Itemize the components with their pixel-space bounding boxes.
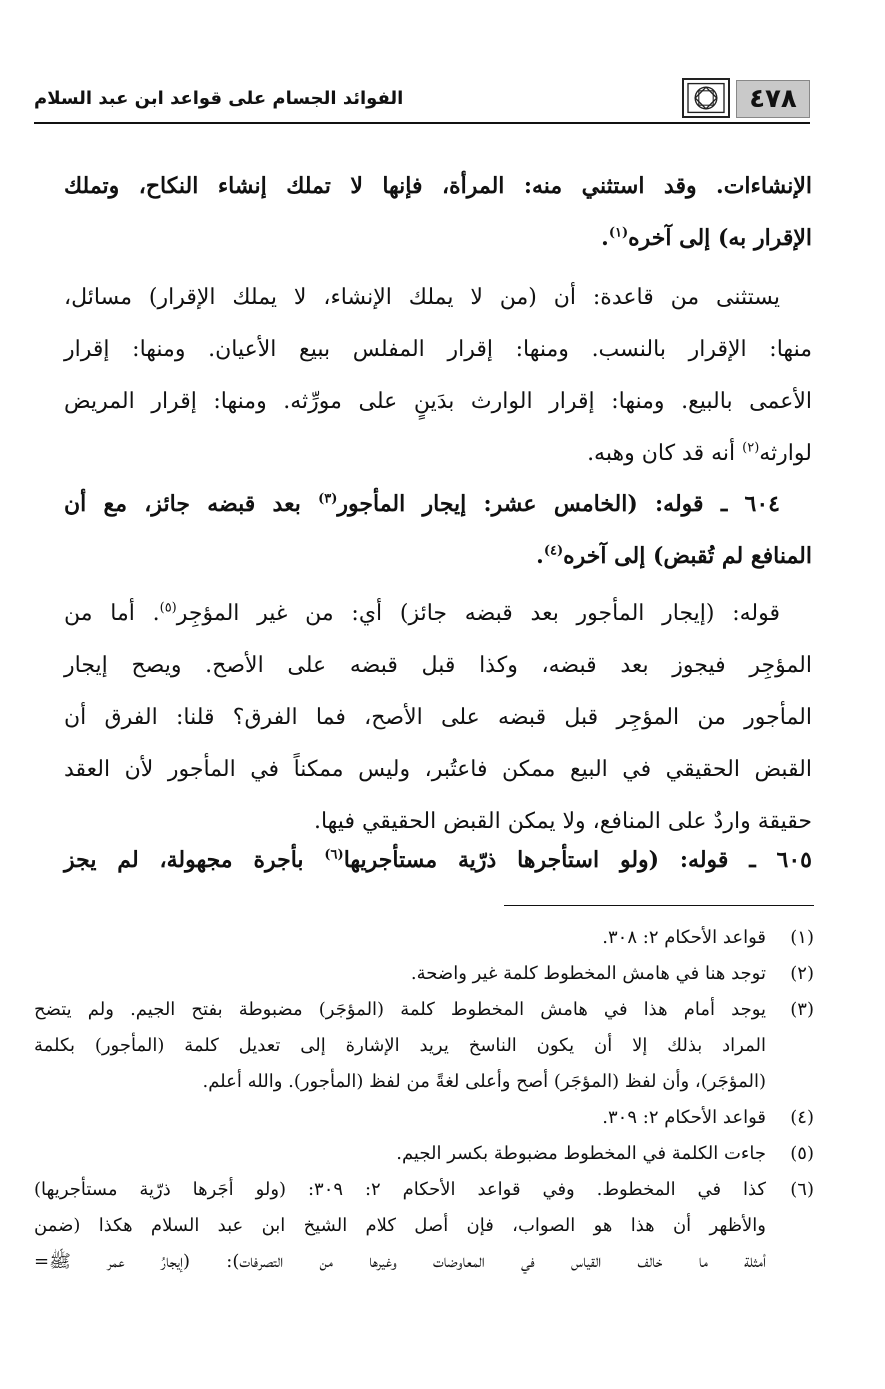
text-line: منها: الإقرار بالنسب. ومنها: إقرار المفلس ببيع الأعيان. ومنها: إقرار — [64, 337, 812, 362]
page-number: ٤٧٨ — [736, 80, 810, 118]
footnote-number: (٢) — [790, 963, 814, 984]
ornament-icon — [682, 78, 730, 118]
footnote-5 — [34, 1136, 814, 1172]
paragraph-3 — [64, 478, 812, 582]
header-rule — [34, 122, 810, 124]
paragraph-2 — [64, 272, 812, 480]
footnote-line: يوجد أمام هذا في هامش المخطوط كلمة (المؤجَر) مضبوطة بفتح الجيم. ولم يتضح — [34, 999, 766, 1020]
footnote-1 — [34, 920, 814, 956]
text-line: قوله: (إيجار المأجور بعد قبضه جائز) أي: من غير المؤجِر$^{(٥)}$. أما من — [64, 600, 780, 626]
paragraph-1 — [64, 160, 812, 264]
footnote-line: قواعد الأحكام ٢: ٣٠٩. — [602, 1107, 766, 1128]
footnote-number: (٥) — [790, 1143, 814, 1164]
footnote-ref: (١) — [608, 225, 629, 241]
text-line: ٦٠٤ ـ قوله: (الخامس عشر: إيجار المأجور$^{(٣)}$ بعد قبضه جائز، مع أن — [64, 491, 780, 517]
footnote-ref: (٥) — [159, 600, 177, 616]
footnote-line: توجد هنا في هامش المخطوط كلمة غير واضحة. — [410, 963, 766, 984]
footnote-line: المراد بذلك إلا أن يكون الناسخ يريد الإشارة إلى تعديل كلمة (المأجور) بكلمة — [34, 1035, 766, 1056]
footnote-ref: (٤) — [543, 543, 564, 559]
footnote-line: والأظهر أن هذا هو الصواب، فإن أصل كلام الشيخ ابن عبد السلام هكذا (ضمن — [34, 1215, 766, 1236]
paragraph-5 — [64, 834, 812, 886]
text-line: يستثنى من قاعدة: أن (من لا يملك الإنشاء، لا يملك الإقرار) مسائل، — [64, 285, 780, 310]
text-line: القبض الحقيقي في البيع ممكن فاعتُبر، وليس ممكناً في المأجور لأن العقد — [64, 757, 812, 782]
footnote-number: (٣) — [790, 999, 814, 1020]
page-header — [34, 78, 810, 128]
footnote-4 — [34, 1100, 814, 1136]
text-line: الإقرار به) إلى آخره$^{(١)}$. — [601, 225, 812, 251]
text-line: المؤجِر فيجوز بعد قبضه، وكذا قبل قبضه على الأصح. ويصح إيجار — [64, 653, 812, 678]
text-line: ٦٠٥ ـ قوله: (ولو استأجرها ذرّية مستأجريها$^{(٦)}$ بأجرة مجهولة، لم يجز — [64, 847, 812, 873]
text-line: الإنشاءات. وقد استثني منه: المرأة، فإنها لا تملك إنشاء النكاح، وتملك — [64, 173, 812, 199]
footnote-number: (١) — [790, 927, 814, 948]
footnote-ref: (٦) — [324, 847, 344, 863]
footnote-number: (٦) — [790, 1179, 814, 1200]
footnote-line: (المؤجَر)، وأن لفظ (المؤجَر) أصح وأعلى لغةً من لفظ (المأجور). والله أعلم. — [202, 1071, 766, 1092]
footnote-2 — [34, 956, 814, 992]
footnote-6 — [34, 1172, 814, 1280]
footnote-line: أمثلة ما خالف القياس في المعاوضات وغيرها من التصرفات): (إيجارُ عمر ﷺ= — [34, 1251, 766, 1272]
text-line: لوارثه$^{(٢)}$ أنه قد كان وهبه. — [587, 440, 812, 466]
text-line: المأجور من المؤجِر قبل قبضه على الأصح، فما الفرق؟ قلنا: الفرق أن — [64, 705, 812, 730]
footnote-line: قواعد الأحكام ٢: ٣٠٨. — [602, 927, 766, 948]
paragraph-4 — [64, 588, 812, 848]
footnote-3 — [34, 992, 814, 1100]
footnote-line: جاءت الكلمة في المخطوط مضبوطة بكسر الجيم. — [396, 1143, 766, 1164]
text-line: الأعمى بالبيع. ومنها: إقرار الوارث بدَينٍ على مورِّثه. ومنها: إقرار المريض — [64, 389, 812, 414]
text-line: المنافع لم تُقبض) إلى آخره$^{(٤)}$. — [536, 543, 812, 569]
footnote-ref: (٣) — [318, 491, 338, 507]
footnote-number: (٤) — [790, 1107, 814, 1128]
footnote-ref: (٢) — [742, 440, 760, 456]
running-title: الفوائد الجسام على قواعد ابن عبد السلام — [34, 88, 404, 109]
footnote-line: كذا في المخطوط. وفي قواعد الأحكام ٢: ٣٠٩: (ولو أجَرها ذرّية مستأجريها) — [34, 1179, 766, 1200]
footnote-separator — [504, 905, 814, 906]
footnotes — [34, 920, 814, 1280]
text-line: حقيقة واردٌ على المنافع، ولا يمكن القبض الحقيقي فيها. — [313, 809, 812, 834]
